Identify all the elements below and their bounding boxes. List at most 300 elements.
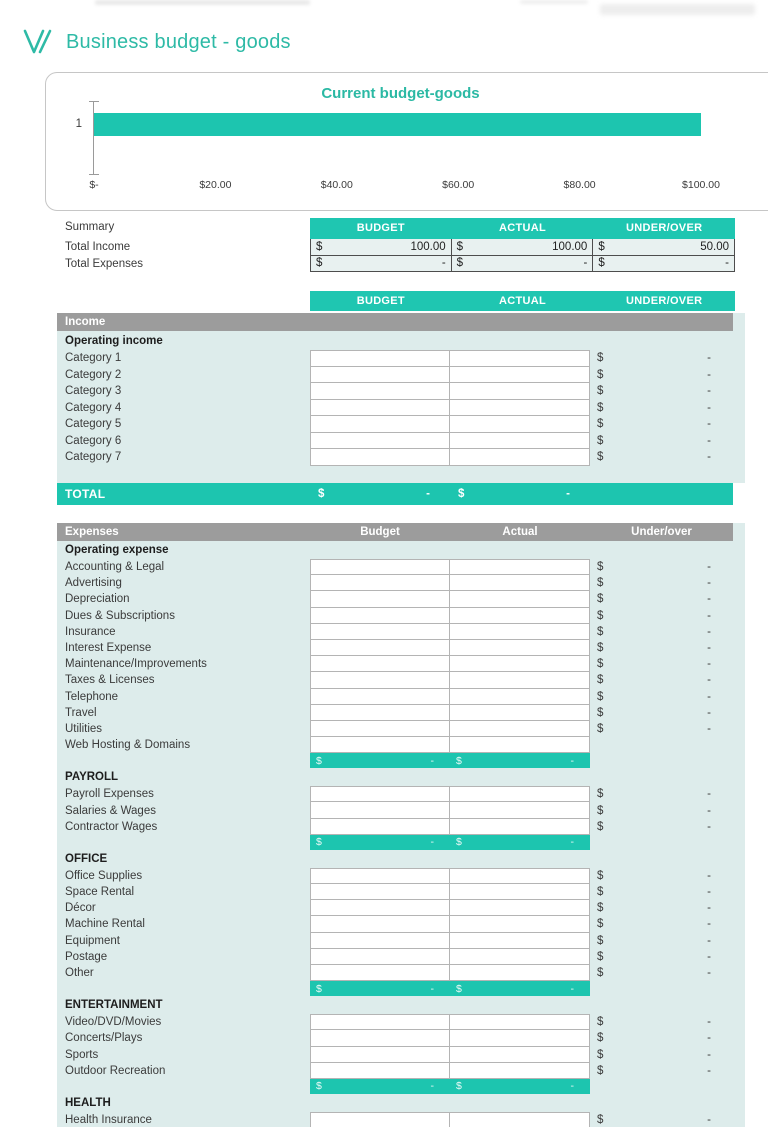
budget-cell[interactable] (310, 350, 450, 367)
budget-cell[interactable] (310, 400, 450, 417)
row-label: Video/DVD/Movies (65, 1016, 162, 1029)
budget-cell[interactable] (310, 721, 450, 737)
summary-value-cell[interactable] (592, 256, 735, 273)
table-row (57, 884, 733, 900)
actual-cell[interactable] (450, 416, 590, 433)
table-row (57, 1014, 733, 1030)
budget-cell[interactable] (310, 559, 450, 575)
budget-cell[interactable] (310, 786, 450, 802)
actual-cell[interactable] (450, 933, 590, 949)
row-label: Equipment (65, 934, 120, 947)
chart-card (45, 72, 768, 211)
currency-symbol: $ (597, 902, 604, 915)
cell-value: - (707, 967, 711, 980)
budget-cell[interactable] (310, 1030, 450, 1046)
row-label: Taxes & Licenses (65, 674, 155, 687)
cell-value: - (707, 368, 711, 381)
currency-symbol: $ (316, 257, 323, 270)
cell-value: - (707, 609, 711, 622)
currency-symbol: $ (597, 886, 604, 899)
summary-table-row (310, 256, 735, 273)
actual-cell[interactable] (450, 965, 590, 981)
actual-cell[interactable] (450, 608, 590, 624)
subtotal-cell[interactable] (450, 1079, 590, 1094)
income-band: Income (57, 313, 733, 331)
subtotal-row (57, 753, 733, 768)
actual-cell[interactable] (450, 705, 590, 721)
table-row (57, 640, 733, 656)
table-row (57, 367, 733, 384)
actual-cell[interactable] (450, 559, 590, 575)
budget-cell[interactable] (310, 656, 450, 672)
underover-cell[interactable] (590, 433, 733, 450)
row-label: Depreciation (65, 593, 130, 606)
budget-cell[interactable] (310, 672, 450, 688)
cell-value: - (707, 674, 711, 687)
underover-cell[interactable] (590, 1014, 733, 1030)
currency-symbol: $ (318, 488, 325, 500)
actual-cell[interactable] (450, 591, 590, 607)
table-row (57, 1112, 733, 1127)
table-row (57, 949, 733, 965)
axis-tick (89, 174, 99, 175)
budget-cell[interactable] (310, 868, 450, 884)
cell-value: - (707, 1016, 711, 1029)
table-row (57, 900, 733, 916)
cell-value: - (707, 886, 711, 899)
budget-cell[interactable] (310, 802, 450, 818)
subtotal-spacer (590, 1079, 733, 1094)
chart-x-axis (89, 179, 720, 193)
x-tick-label: $60.00 (442, 179, 475, 191)
row-label: Contractor Wages (65, 820, 158, 833)
table-row (57, 1063, 733, 1079)
underover-cell[interactable] (590, 449, 733, 466)
title-bar (22, 28, 291, 56)
budget-cell[interactable] (310, 449, 450, 466)
currency-symbol: $ (597, 934, 604, 947)
currency-symbol: $ (597, 967, 604, 980)
cell-value: - (707, 642, 711, 655)
table-row (57, 656, 733, 672)
table-row (57, 1030, 733, 1046)
actual-cell[interactable] (450, 721, 590, 737)
currency-symbol: $ (597, 434, 604, 447)
expense-group (57, 769, 745, 850)
actual-cell[interactable] (450, 624, 590, 640)
actual-cell[interactable] (450, 802, 590, 818)
row-label: Décor (65, 902, 96, 915)
table-row (57, 819, 733, 835)
row-label: Web Hosting & Domains (65, 739, 191, 752)
budget-cell[interactable] (310, 884, 450, 900)
row-label: Dues & Subscriptions (65, 609, 175, 622)
row-label: Other (65, 967, 94, 980)
currency-symbol: $ (597, 918, 604, 931)
blurred-artifact (95, 0, 310, 5)
summary-row-label: Total Expenses (65, 258, 143, 270)
budget-cell[interactable] (310, 1112, 450, 1127)
underover-cell[interactable] (590, 640, 733, 656)
table-row (57, 608, 733, 624)
subtotal-bar (310, 835, 590, 850)
budget-cell[interactable] (310, 1014, 450, 1030)
row-label: Sports (65, 1048, 99, 1061)
currency-symbol: $ (597, 804, 604, 817)
subtotal-spacer (57, 1079, 310, 1094)
table-row (57, 737, 733, 753)
table-row (57, 559, 733, 575)
underover-cell[interactable] (590, 802, 733, 818)
budget-cell[interactable] (310, 689, 450, 705)
row-label: Utilities (65, 722, 103, 735)
cell-value: - (570, 836, 574, 849)
subtotal-spacer (590, 835, 733, 850)
chart-plot-area (94, 113, 701, 136)
underover-cell[interactable] (590, 400, 733, 417)
subtotal-spacer (590, 753, 733, 768)
column-header-budget: BUDGET (356, 295, 405, 307)
currency-symbol: $ (597, 950, 604, 963)
budget-cell[interactable] (310, 608, 450, 624)
subtotal-cell[interactable] (310, 753, 450, 768)
underover-cell[interactable] (590, 786, 733, 802)
x-tick-label: $40.00 (320, 179, 353, 191)
actual-cell[interactable] (450, 1030, 590, 1046)
budget-cell[interactable] (310, 575, 450, 591)
cell-value: - (707, 869, 711, 882)
summary-value-cell[interactable] (451, 239, 594, 256)
budget-cell[interactable] (310, 416, 450, 433)
budget-cell[interactable] (310, 433, 450, 450)
budget-cell[interactable] (310, 933, 450, 949)
expense-group (57, 997, 745, 1094)
actual-cell[interactable] (450, 449, 590, 466)
row-label: Maintenance/Improvements (65, 658, 207, 671)
underover-cell[interactable] (590, 884, 733, 900)
expense-group-label: Operating expense (65, 544, 169, 556)
cell-value: - (583, 257, 588, 270)
currency-symbol: $ (597, 577, 604, 590)
subtotal-spacer (57, 753, 310, 768)
cell-value: - (707, 1032, 711, 1045)
summary-value-cell[interactable] (592, 239, 735, 256)
subtotal-bar (310, 753, 590, 768)
underover-cell[interactable] (590, 1112, 733, 1127)
row-label: Advertising (65, 577, 122, 590)
actual-cell[interactable] (450, 433, 590, 450)
cell-value: - (570, 754, 574, 767)
chart-title: Current budget-goods (321, 85, 480, 102)
cell-value: - (707, 418, 711, 431)
currency-symbol: $ (597, 1032, 604, 1045)
underover-cell[interactable] (590, 705, 733, 721)
actual-cell[interactable] (450, 367, 590, 384)
currency-symbol: $ (598, 257, 605, 270)
expense-group (57, 542, 745, 768)
underover-cell[interactable] (590, 575, 733, 591)
expense-group-label: OFFICE (65, 852, 108, 865)
column-header-actual: ACTUAL (498, 222, 546, 234)
x-tick-label: $20.00 (199, 179, 232, 191)
double-check-logo-icon (22, 28, 54, 56)
budget-cell[interactable] (310, 965, 450, 981)
actual-cell[interactable] (450, 1014, 590, 1030)
cell-value: 100.00 (410, 240, 446, 253)
cell-value: - (707, 788, 711, 801)
currency-symbol: $ (316, 1080, 322, 1093)
underover-cell[interactable] (590, 965, 733, 981)
cell-value: - (707, 434, 711, 447)
underover-cell[interactable] (590, 350, 733, 367)
underover-cell[interactable] (590, 1063, 733, 1079)
underover-cell[interactable] (590, 819, 733, 835)
budget-cell[interactable] (310, 591, 450, 607)
budget-cell[interactable] (310, 640, 450, 656)
row-label: Concerts/Plays (65, 1032, 143, 1045)
cell-value: - (707, 625, 711, 638)
table-row (57, 916, 733, 932)
subtotal-spacer (57, 835, 310, 850)
actual-cell[interactable] (450, 672, 590, 688)
table-row (57, 383, 733, 400)
underover-cell[interactable] (590, 416, 733, 433)
row-label: Interest Expense (65, 642, 152, 655)
x-tick-label: $80.00 (563, 179, 596, 191)
table-row (57, 786, 733, 802)
underover-cell[interactable] (590, 1030, 733, 1046)
subtotal-cell[interactable] (310, 835, 450, 850)
actual-cell[interactable] (450, 868, 590, 884)
actual-cell[interactable] (450, 350, 590, 367)
actual-cell[interactable] (450, 575, 590, 591)
actual-cell[interactable] (450, 1112, 590, 1127)
income-group-label: Operating income (65, 335, 163, 347)
currency-symbol: $ (597, 722, 604, 735)
actual-cell[interactable] (450, 786, 590, 802)
cell-value: - (707, 1113, 711, 1126)
row-label: Outdoor Recreation (65, 1064, 166, 1077)
currency-symbol: $ (597, 451, 604, 464)
table-row (57, 802, 733, 818)
underover-cell[interactable] (590, 916, 733, 932)
subtotal-cell[interactable] (450, 753, 590, 768)
actual-cell[interactable] (450, 819, 590, 835)
expense-group-label: PAYROLL (65, 771, 119, 784)
budget-cell[interactable] (310, 900, 450, 916)
cell-value: - (707, 918, 711, 931)
cell-value: - (707, 1048, 711, 1061)
table-row (57, 721, 733, 737)
table-row (57, 672, 733, 688)
currency-symbol: $ (597, 1016, 604, 1029)
subtotal-bar (310, 1079, 590, 1094)
underover-cell[interactable] (590, 591, 733, 607)
table-row (57, 933, 733, 949)
actual-cell[interactable] (450, 916, 590, 932)
table-row (57, 591, 733, 607)
subtotal-row (57, 835, 733, 850)
summary-table-row (310, 239, 735, 256)
summary-value-cell[interactable] (310, 239, 452, 256)
actual-cell[interactable] (450, 640, 590, 656)
cell-value: - (707, 934, 711, 947)
x-tick-label: $- (89, 179, 99, 191)
actual-cell[interactable] (450, 949, 590, 965)
summary-label: Summary (65, 221, 115, 233)
underover-cell[interactable] (590, 689, 733, 705)
actual-cell[interactable] (450, 884, 590, 900)
currency-symbol: $ (597, 1113, 604, 1126)
column-header-budget: BUDGET (356, 222, 405, 234)
row-label: Category 3 (65, 385, 122, 398)
expense-group (57, 851, 745, 996)
currency-symbol: $ (597, 690, 604, 703)
summary-row-label: Total Income (65, 241, 131, 253)
row-label: Office Supplies (65, 869, 143, 882)
row-label: Category 6 (65, 434, 122, 447)
subtotal-cell[interactable] (450, 835, 590, 850)
cell-value: - (707, 690, 711, 703)
subtotal-spacer (57, 981, 310, 996)
cell-value: - (566, 488, 570, 500)
actual-cell[interactable] (450, 656, 590, 672)
currency-symbol: $ (456, 836, 462, 849)
row-label: Telephone (65, 690, 119, 703)
table-row (57, 400, 733, 417)
x-tick-label: $100.00 (682, 179, 720, 191)
actual-cell[interactable] (450, 1063, 590, 1079)
cell-value: - (707, 722, 711, 735)
total-underover-cell (590, 483, 733, 505)
actual-cell[interactable] (450, 383, 590, 400)
row-label: Category 1 (65, 352, 122, 365)
cell-value: - (430, 1080, 434, 1093)
row-label: Salaries & Wages (65, 804, 156, 817)
underover-cell (590, 737, 733, 753)
currency-symbol: $ (597, 593, 604, 606)
row-label: Machine Rental (65, 918, 145, 931)
row-label: Postage (65, 950, 108, 963)
total-budget-cell[interactable] (310, 483, 450, 505)
subtotal-row (57, 1079, 733, 1094)
currency-symbol: $ (597, 658, 604, 671)
cell-value: 50.00 (700, 240, 729, 253)
table-row (57, 433, 733, 450)
actual-cell[interactable] (450, 737, 590, 753)
budget-cell[interactable] (310, 624, 450, 640)
underover-cell[interactable] (590, 900, 733, 916)
budget-cell[interactable] (310, 1047, 450, 1063)
cell-value: - (570, 982, 574, 995)
table-row (57, 689, 733, 705)
cell-value: - (430, 754, 434, 767)
cell-value: - (725, 257, 729, 270)
row-label: Category 2 (65, 368, 122, 381)
summary-header-row (310, 218, 735, 239)
actual-cell[interactable] (450, 900, 590, 916)
table-row (57, 705, 733, 721)
underover-cell[interactable] (590, 383, 733, 400)
actual-cell[interactable] (450, 400, 590, 417)
underover-cell[interactable] (590, 559, 733, 575)
underover-cell[interactable] (590, 608, 733, 624)
underover-cell[interactable] (590, 672, 733, 688)
cell-value: - (707, 950, 711, 963)
expenses-band (57, 523, 733, 541)
budget-cell[interactable] (310, 737, 450, 753)
budget-cell[interactable] (310, 1063, 450, 1079)
underover-cell[interactable] (590, 367, 733, 384)
currency-symbol: $ (316, 754, 322, 767)
underover-cell[interactable] (590, 656, 733, 672)
underover-cell[interactable] (590, 1047, 733, 1063)
cell-value: - (426, 488, 430, 500)
budget-cell[interactable] (310, 949, 450, 965)
cell-value: - (430, 982, 434, 995)
budget-cell[interactable] (310, 819, 450, 835)
actual-cell[interactable] (450, 689, 590, 705)
budget-cell[interactable] (310, 705, 450, 721)
currency-symbol: $ (456, 257, 464, 270)
currency-symbol: $ (597, 401, 604, 414)
expenses-section (57, 523, 745, 1127)
currency-symbol: $ (597, 385, 604, 398)
cell-value: - (707, 577, 711, 590)
currency-symbol: $ (597, 352, 604, 365)
row-label: Health Insurance (65, 1113, 152, 1126)
underover-cell[interactable] (590, 721, 733, 737)
total-label: TOTAL (65, 487, 106, 501)
summary-value-cell[interactable] (451, 256, 594, 273)
summary-value-cell[interactable] (310, 256, 452, 273)
currency-symbol: $ (597, 1064, 604, 1077)
cell-value: - (707, 1064, 711, 1077)
cell-value: - (707, 658, 711, 671)
subtotal-cell[interactable] (310, 981, 450, 996)
table-row (57, 449, 733, 466)
chart-category-label: 1 (75, 118, 82, 130)
currency-symbol: $ (597, 820, 604, 833)
underover-cell[interactable] (590, 949, 733, 965)
subtotal-cell[interactable] (310, 1079, 450, 1094)
currency-symbol: $ (316, 836, 322, 849)
row-label: Space Rental (65, 886, 135, 899)
subtotal-cell[interactable] (450, 981, 590, 996)
cell-value: - (707, 401, 711, 414)
income-total-row (57, 483, 733, 505)
cell-value: - (707, 902, 711, 915)
cell-value: - (707, 804, 711, 817)
table-row (57, 350, 733, 367)
budget-cell[interactable] (310, 916, 450, 932)
underover-cell[interactable] (590, 624, 733, 640)
actual-cell[interactable] (450, 1047, 590, 1063)
underover-cell[interactable] (590, 933, 733, 949)
budget-cell[interactable] (310, 383, 450, 400)
table-row (57, 416, 733, 433)
column-header-actual: ACTUAL (498, 295, 546, 307)
cell-value: - (570, 1080, 574, 1093)
currency-symbol: $ (597, 788, 604, 801)
budget-cell[interactable] (310, 367, 450, 384)
cell-value: - (707, 561, 711, 574)
currency-symbol: $ (597, 418, 604, 431)
total-actual-cell[interactable] (450, 483, 590, 505)
currency-symbol: $ (597, 674, 604, 687)
underover-cell[interactable] (590, 868, 733, 884)
expense-group (57, 1095, 745, 1127)
